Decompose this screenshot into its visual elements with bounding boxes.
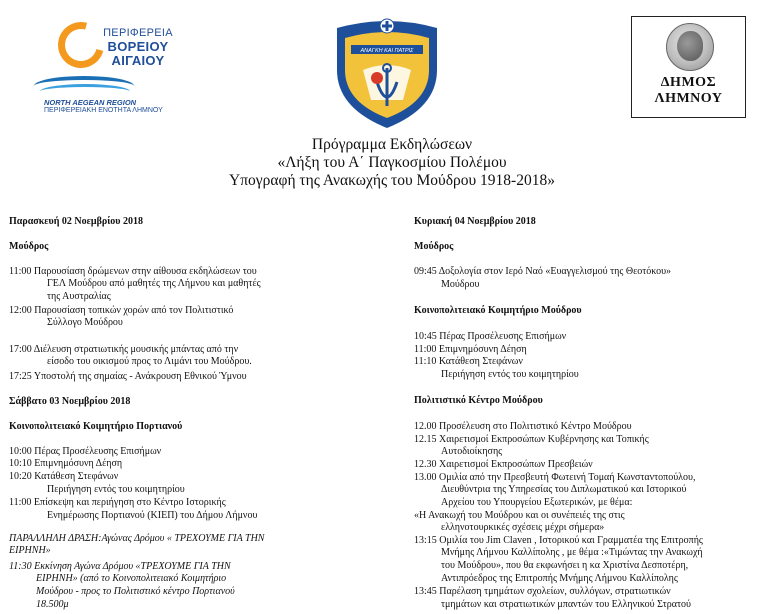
schedule-line: Περιήγηση εντός του κοιμητηρίου xyxy=(47,484,185,495)
schedule-line: Αρχείου του Υπουργείου Εξωτερικών, με θέμα: xyxy=(441,497,633,508)
location-heading: Μούδρος xyxy=(414,241,454,252)
page-title-line1: Πρόγραμμα Εκδηλώσεων xyxy=(311,136,473,153)
location-heading: Κοινοπολιτειακό Κοιμητήριο Μούδρου xyxy=(414,305,582,316)
schedule-line: 13:15 Ομιλία του Jim Claven , Ιστορικού και Γραμματέα της Επιτροπής xyxy=(414,535,703,546)
location-heading: Κοινοπολιτειακό Κοιμητήριο Πορτιανού xyxy=(9,421,183,432)
parallel-event-heading: ΕΙΡΗΝΗ» xyxy=(9,545,51,556)
schedule-line: Ενημέρωσης Πορτιανού (ΚΙΕΠ) του Δήμου Λήμνου xyxy=(47,510,258,521)
location-heading: Μούδρος xyxy=(9,241,49,252)
schedule-line: 11:30 Εκκίνηση Αγώνα Δρόμου «ΤΡΕΧΟΥΜΕ ΓΙΑ ΤΗΝ xyxy=(9,561,231,572)
schedule-line: είσοδο του οικισμού προς το Λιμάνι του Μούδρου. xyxy=(47,356,252,367)
region-english-name: NORTH AEGEAN REGION xyxy=(44,98,137,107)
day-heading-sunday: Κυριακή 04 Νοεμβρίου 2018 xyxy=(414,216,536,227)
schedule-line: 10:20 Κατάθεση Στεφάνων xyxy=(9,471,119,482)
region-name-line1: ΠΕΡΙΦΕΡΕΙΑ xyxy=(103,27,173,39)
schedule-line: 09:45 Δοξολογία στον Ιερό Ναό «Ευαγγελισμού της Θεοτόκου» xyxy=(414,266,672,277)
schedule-line: «Η Ανακωχή του Μούδρου και οι συνέπειές της στις xyxy=(414,510,625,521)
schedule-line: 17:00 Διέλευση στρατιωτικής μουσικής μπάντας από την xyxy=(9,344,239,355)
day-heading-friday: Παρασκευή 02 Νοεμβρίου 2018 xyxy=(9,216,143,227)
region-subtitle: ΠΕΡΙΦΕΡΕΙΑΚΗ ΕΝΟΤΗΤΑ ΛΗΜΝΟΥ xyxy=(44,107,163,114)
shield-motto: ΑΝΑΓΚΗ ΚΑΙ ΠΑΤΡΙΣ xyxy=(360,48,414,54)
schedule-line: Αυτοδιοίκησης xyxy=(441,446,503,457)
left-column xyxy=(9,0,379,614)
schedule-line: ελληνοτουρκικές σχέσεις μέχρι σήμερα» xyxy=(441,522,605,533)
municipality-name-line1: ΔΗΜΟΣ xyxy=(660,75,717,90)
schedule-line: 10:00 Πέρας Προσέλευσης Επισήμων xyxy=(9,446,162,457)
page-title-line2: «Λήξη του Α΄ Παγκοσμίου Πολέμου xyxy=(277,154,507,171)
schedule-line: Περιήγηση εντός του κοιμητηρίου xyxy=(441,369,579,380)
schedule-line: 10:10 Επιμνημόσυνη Δέηση xyxy=(9,458,123,469)
schedule-line: 12.00 Προσέλευση στο Πολιτιστικό Κέντρο Μούδρου xyxy=(414,421,632,432)
schedule-line: Μούδρου xyxy=(441,279,480,290)
schedule-line: 11:00 Παρουσίαση δρώμενων στην αίθουσα εκδηλώσεων του xyxy=(9,266,257,277)
parallel-event-heading: ΠΑΡΑΛΛΗΛΗ ΔΡΑΣΗ:Αγώνας Δρόμου « ΤΡΕΧΟΥΜΕ ΓΙΑ ΤΗΝ xyxy=(9,533,265,544)
schedule-line: 10:45 Πέρας Προσέλευσης Επισήμων xyxy=(414,331,567,342)
schedule-line: 18.500μ xyxy=(36,599,69,610)
schedule-line: Σύλλογο Μούδρου xyxy=(47,317,123,328)
schedule-line: 12:00 Παρουσίαση τοπικών χορών από τον Πολιτιστικό xyxy=(9,305,234,316)
schedule-line: 13:45 Παρέλαση τμημάτων σχολείων, συλλόγων, στρατιωτικών xyxy=(414,586,671,597)
schedule-line: τμημάτων και στρατιωτικών μπαντών του Ελληνικού Στρατού xyxy=(441,599,691,610)
schedule-line: ΓΕΛ Μούδρου από μαθητές της Λήμνου και μαθητές xyxy=(47,278,261,289)
right-column xyxy=(414,0,780,614)
schedule-line: Αντιπρόεδρος της Επιτροπής Μνήμης Λήμνου Καλλίπολης xyxy=(441,573,678,584)
schedule-line: του Μούδρου», που θα εκφωνήσει η κα Χριστίνα Δεσποτέρη, xyxy=(441,560,689,571)
location-heading: Πολιτιστικό Κέντρο Μούδρου xyxy=(414,395,543,406)
page-title-line3: Υπογραφή της Ανακωχής του Μούδρου 1918-2018» xyxy=(229,172,555,189)
day-heading-saturday: Σάββατο 03 Νοεμβρίου 2018 xyxy=(9,396,131,407)
municipality-name-line2: ΛΗΜΝΟΥ xyxy=(654,91,723,106)
schedule-line: Μνήμης Λήμνου Καλλίπολης , με θέμα :«Τιμώντας την Ανακωχή xyxy=(441,547,703,558)
schedule-line: Μούδρου - προς το Πολιτιστικό κέντρο Πορτιανού xyxy=(36,586,235,597)
schedule-line: 13.00 Ομιλία από την Πρεσβευτή Φωτεινή Τομαή Κωνσταντοπούλου, xyxy=(414,472,696,483)
schedule-line: της Αυστραλίας xyxy=(47,291,111,302)
schedule-line: 11:10 Κατάθεση Στεφάνων xyxy=(414,356,523,367)
schedule-line: Διευθύντρια της Υπηρεσίας του Διπλωματικού και Ιστορικού xyxy=(441,484,687,495)
schedule-line: 17:25 Υποστολή της σημαίας - Ανάκρουση Εθνικού Ύμνου xyxy=(9,371,247,382)
schedule-line: ΕΙΡΗΝΗ» (από το Κοινοπολιτειακό Κοιμητήριο xyxy=(36,573,227,584)
region-name-line3: ΑΙΓΑΙΟΥ xyxy=(111,53,165,68)
schedule-line: 11:00 Επιμνημόσυνη Δέηση xyxy=(414,344,527,355)
schedule-line: 12.30 Χαιρετισμοί Εκπροσώπων Πρεσβειών xyxy=(414,459,593,470)
schedule-line: 11:00 Επίσκεψη και περιήγηση στο Κέντρο Ιστορικής xyxy=(9,497,226,508)
schedule-line: 12.15 Χαιρετισμοί Εκπροσώπων Κυβέρνησης και Τοπικής xyxy=(414,434,649,445)
region-name-line2: ΒΟΡΕΙΟΥ xyxy=(107,39,169,54)
